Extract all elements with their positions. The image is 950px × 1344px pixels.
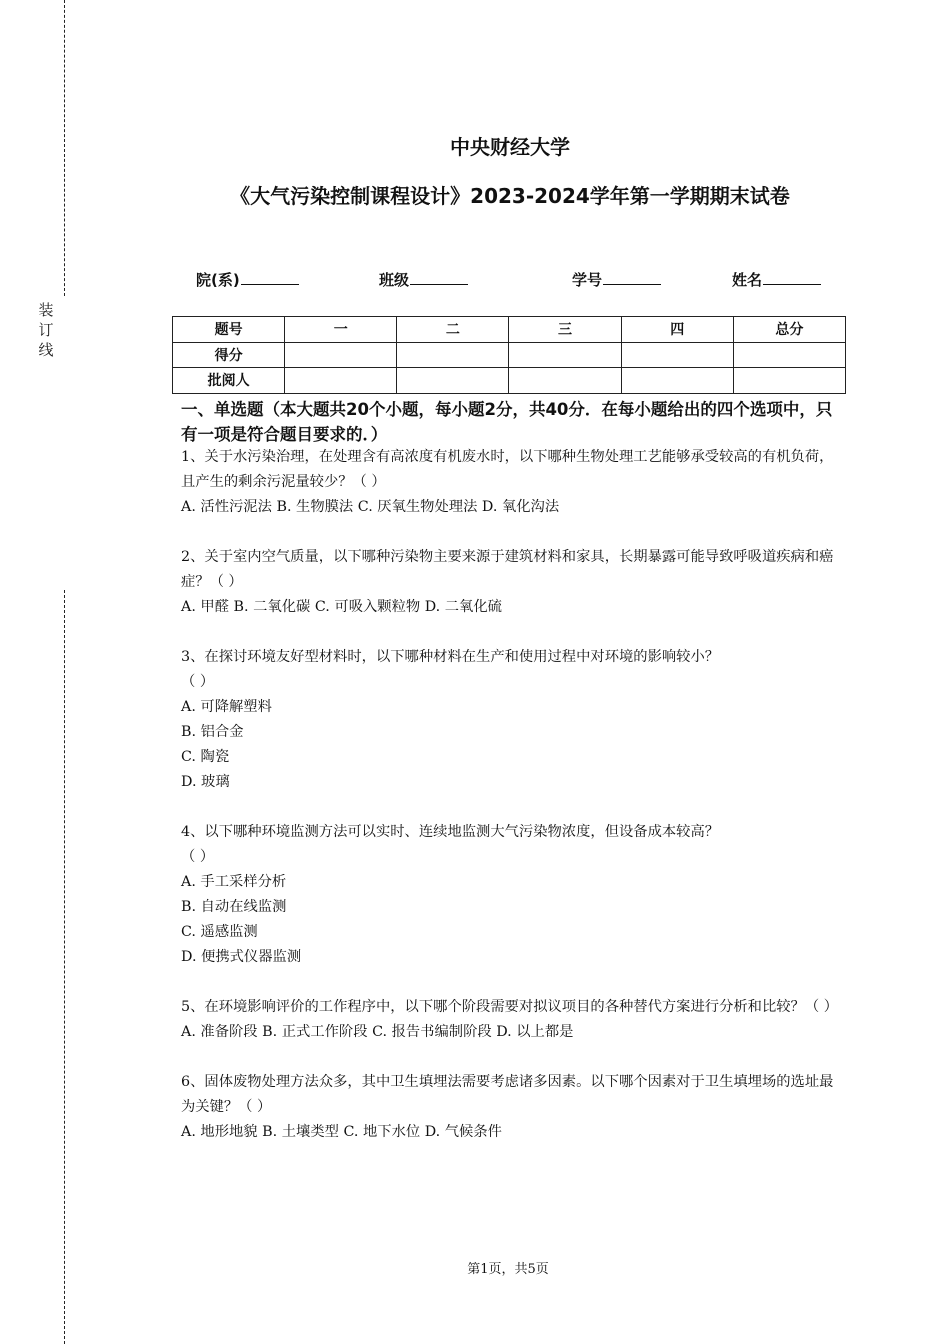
question-option: B. 自动在线监测 bbox=[181, 899, 287, 915]
grader-row bbox=[173, 368, 846, 394]
name-blank[interactable] bbox=[763, 268, 821, 285]
binding-label-char: 订 bbox=[38, 321, 54, 339]
question-stem: 3、在探讨环境友好型材料时，以下哪种材料在生产和使用过程中对环境的影响较小？ bbox=[181, 649, 720, 665]
department-blank[interactable] bbox=[241, 268, 299, 285]
score-table bbox=[172, 316, 846, 394]
score-table-header-cell: 一 bbox=[285, 317, 397, 343]
grader-cell[interactable] bbox=[397, 368, 509, 394]
score-row bbox=[173, 342, 846, 368]
question-option: A. 手工采样分析 bbox=[181, 874, 287, 890]
question-stem: 4、以下哪种环境监测方法可以实时、连续地监测大气污染物浓度，但设备成本较高？ bbox=[181, 824, 720, 840]
question bbox=[181, 645, 846, 795]
score-table-header-row bbox=[173, 317, 846, 343]
question-options: A. 甲醛 B. 二氧化碳 C. 可吸入颗粒物 D. 二氧化硫 bbox=[181, 599, 502, 615]
question-stem: 5、在环境影响评价的工作程序中，以下哪个阶段需要对拟议项目的各种替代方案进行分析和比较？（ ） bbox=[181, 999, 838, 1015]
department-label: 院(系) bbox=[196, 271, 240, 289]
question-option: C. 遥感监测 bbox=[181, 924, 258, 940]
score-cell[interactable] bbox=[733, 342, 845, 368]
question-stem: 6、固体废物处理方法众多，其中卫生填埋法需要考虑诸多因素。以下哪个因素对于卫生填埋场的选址最为关键？（ ） bbox=[181, 1074, 834, 1115]
grader-cell[interactable] bbox=[733, 368, 845, 394]
score-table-header-cell: 总分 bbox=[733, 317, 845, 343]
department-field[interactable] bbox=[196, 268, 299, 290]
binding-label-char: 装 bbox=[38, 301, 54, 319]
score-cell[interactable] bbox=[285, 342, 397, 368]
grader-cell[interactable] bbox=[509, 368, 621, 394]
score-cell[interactable] bbox=[509, 342, 621, 368]
question-options: A. 准备阶段 B. 正式工作阶段 C. 报告书编制阶段 D. 以上都是 bbox=[181, 1024, 574, 1040]
student-id-label: 学号 bbox=[572, 271, 603, 289]
answer-parentheses: （ ） bbox=[181, 849, 215, 865]
question bbox=[181, 545, 846, 620]
section-title: 一、单选题（本大题共20个小题，每小题2分，共40分．在每小题给出的四个选项中，只有一项是符合题目要求的．） bbox=[181, 400, 833, 444]
question-stem: 2、关于室内空气质量，以下哪种污染物主要来源于建筑材料和家具，长期暴露可能导致呼吸道疾病和癌症？（ ） bbox=[181, 549, 834, 590]
score-table-header-cell: 题号 bbox=[173, 317, 285, 343]
class-blank[interactable] bbox=[410, 268, 468, 285]
question-options: A. 地形地貌 B. 土壤类型 C. 地下水位 D. 气候条件 bbox=[181, 1124, 502, 1140]
question-stem: 1、关于水污染治理，在处理含有高浓度有机废水时，以下哪种生物处理工艺能够承受较高的有机负荷，且产生的剩余污泥量较少？（ ） bbox=[181, 449, 834, 490]
question-option: B. 铝合金 bbox=[181, 724, 244, 740]
score-cell[interactable] bbox=[397, 342, 509, 368]
binding-line-label bbox=[36, 300, 56, 360]
question bbox=[181, 995, 846, 1045]
question bbox=[181, 1070, 846, 1145]
name-field[interactable] bbox=[732, 268, 821, 290]
score-cell[interactable] bbox=[621, 342, 733, 368]
question-list bbox=[181, 445, 846, 1170]
binding-dashed-line-bottom bbox=[64, 590, 65, 1344]
score-table-header-cell: 四 bbox=[621, 317, 733, 343]
exam-title: 《大气污染控制课程设计》2023-2024学年第一学期期末试卷 bbox=[230, 184, 790, 208]
question-option: C. 陶瓷 bbox=[181, 749, 230, 765]
score-table-header-cell: 二 bbox=[397, 317, 509, 343]
page-footer: 第1页，共5页 bbox=[467, 1262, 549, 1277]
question bbox=[181, 445, 846, 520]
student-info-row bbox=[0, 268, 950, 292]
university-name: 中央财经大学 bbox=[450, 135, 570, 159]
student-id-blank[interactable] bbox=[603, 268, 661, 285]
grader-row-label: 批阅人 bbox=[173, 368, 285, 394]
score-row-label: 得分 bbox=[173, 342, 285, 368]
answer-parentheses: （ ） bbox=[181, 674, 215, 690]
student-id-field[interactable] bbox=[572, 268, 661, 290]
class-label: 班级 bbox=[379, 271, 410, 289]
question-option: D. 玻璃 bbox=[181, 774, 230, 790]
question bbox=[181, 820, 846, 970]
class-field[interactable] bbox=[379, 268, 468, 290]
grader-cell[interactable] bbox=[621, 368, 733, 394]
grader-cell[interactable] bbox=[285, 368, 397, 394]
question-options: A. 活性污泥法 B. 生物膜法 C. 厌氧生物处理法 D. 氧化沟法 bbox=[181, 499, 560, 515]
question-option: D. 便携式仪器监测 bbox=[181, 949, 302, 965]
score-table-header-cell: 三 bbox=[509, 317, 621, 343]
binding-label-char: 线 bbox=[38, 341, 54, 359]
question-option: A. 可降解塑料 bbox=[181, 699, 272, 715]
name-label: 姓名 bbox=[732, 271, 763, 289]
